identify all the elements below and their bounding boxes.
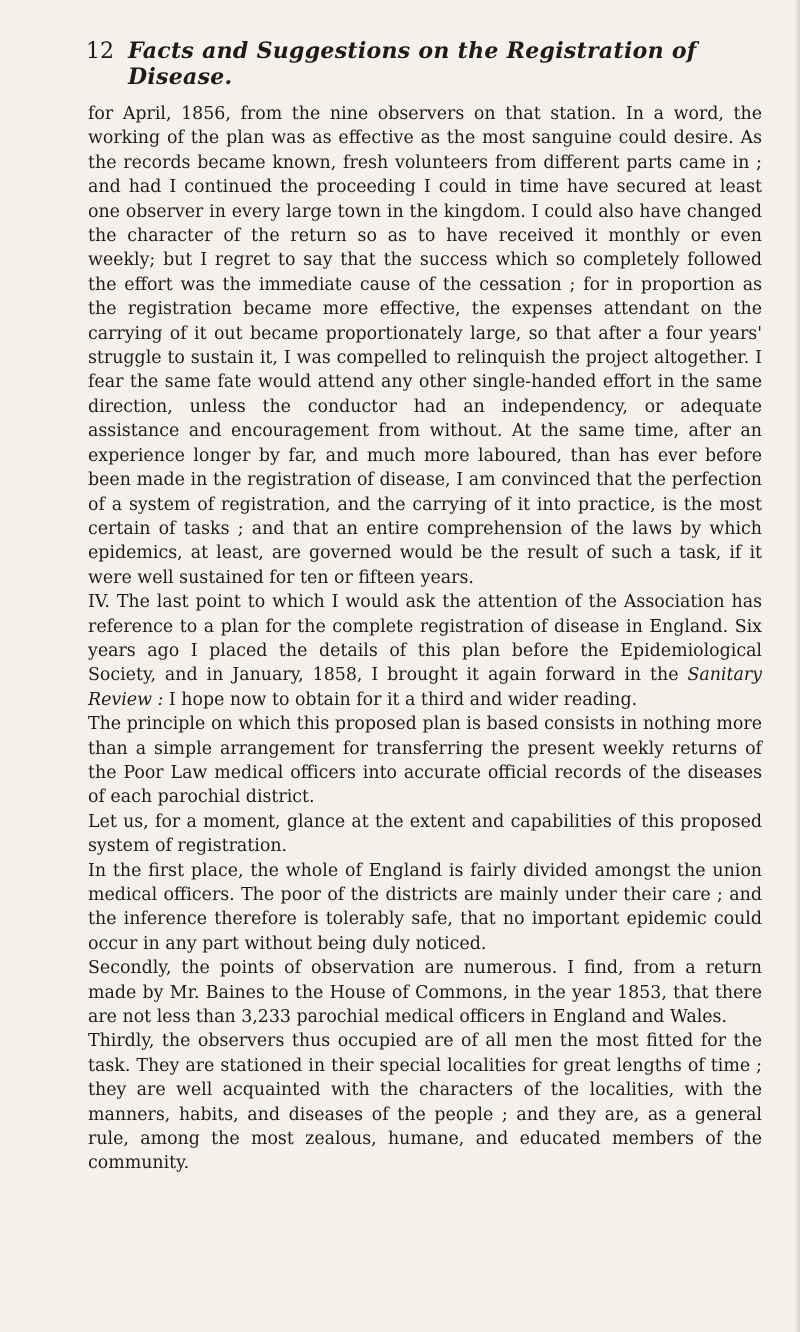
paragraph-section-iv-text-a: IV. The last point to which I would ask the attention of the Association has reference to a plan for the complete registration of disease in England. Six years ago I placed the details of this plan before the Epidemiological Society, and in January, 1858, I brought it again forward in the [88, 592, 762, 686]
paragraph-secondly: Secondly, the points of observation are numerous. I find, from a return made by Mr. Baines to the House of Commons, in the year 1853, that there are not less than 3,233 parochial medical officers in England and Wales. [88, 958, 762, 1028]
journal-title: Sanitary Review : [88, 665, 762, 710]
paragraph-thirdly: Thirdly, the observers thus occupied are of all men the most fitted for the task. They are stationed in their special localities for great lengths of time ; they are well acquainted with the characters of the localities, with the manners, habits, and diseases of the people ; and they are, as a general rule, among the most zealous, humane, and educated members of the community. [88, 1031, 762, 1174]
running-head [86, 38, 762, 90]
paragraph-first-place: In the first place, the whole of England is fairly divided amongst the union medical officers. The poor of the districts are mainly under their care ; and the inference therefore is tolerably safe, that no important epidemic could occur in any part without being duly noticed. [88, 860, 762, 954]
paragraph-section-iv [88, 590, 762, 712]
paragraph-glance: Let us, for a moment, glance at the extent and capabilities of this proposed system of registration. [88, 811, 762, 857]
paragraph-section-iv-text-b: I hope now to obtain for it a third and wider reading. [163, 689, 638, 710]
paragraph-principle: The principle on which this proposed plan is based consists in nothing more than a simple arrangement for transferring the present weekly returns of the Poor Law medical officers into accurate official records of the diseases of each parochial district. [88, 714, 762, 808]
page-number: 12 [86, 39, 114, 64]
paragraph-continuation: for April, 1856, from the nine observers on that station. In a word, the working of the plan was as effective as the most sanguine could desire. As the records became known, fresh volunteers from different parts came in ; and had I continued the proceeding I could in time have secured at least one observer in every large town in the kingdom. I could also have changed the character of the return so as to have received it monthly or even weekly; but I regret to say that the success which so completely followed the effort was the immediate cause of the cessation ; for in proportion as the registration became more effective, the expenses attendant on the carrying of it out became proportionately large, so that after a four years' struggle to sustain it, I was compelled to relinquish the project altogether. I fear the same fate would attend any other single-handed effort in the same direction, unless the conductor had an independency, or adequate assistance and encouragement from without. At the same time, after an experience longer by far, and much more laboured, than has ever before been made in the registration of disease, I am convinced that the perfection of a system of registration, and the carrying of it into practice, is the most certain of tasks ; and that an entire comprehension of the laws by which epidemics, at least, are governed would be the result of such a task, if it were well sustained for ten or fifteen years. [88, 104, 762, 588]
page-edge-shadow [794, 0, 800, 1332]
body-text [88, 102, 762, 1176]
running-title: Facts and Suggestions on the Registration of Disease. [128, 38, 697, 90]
